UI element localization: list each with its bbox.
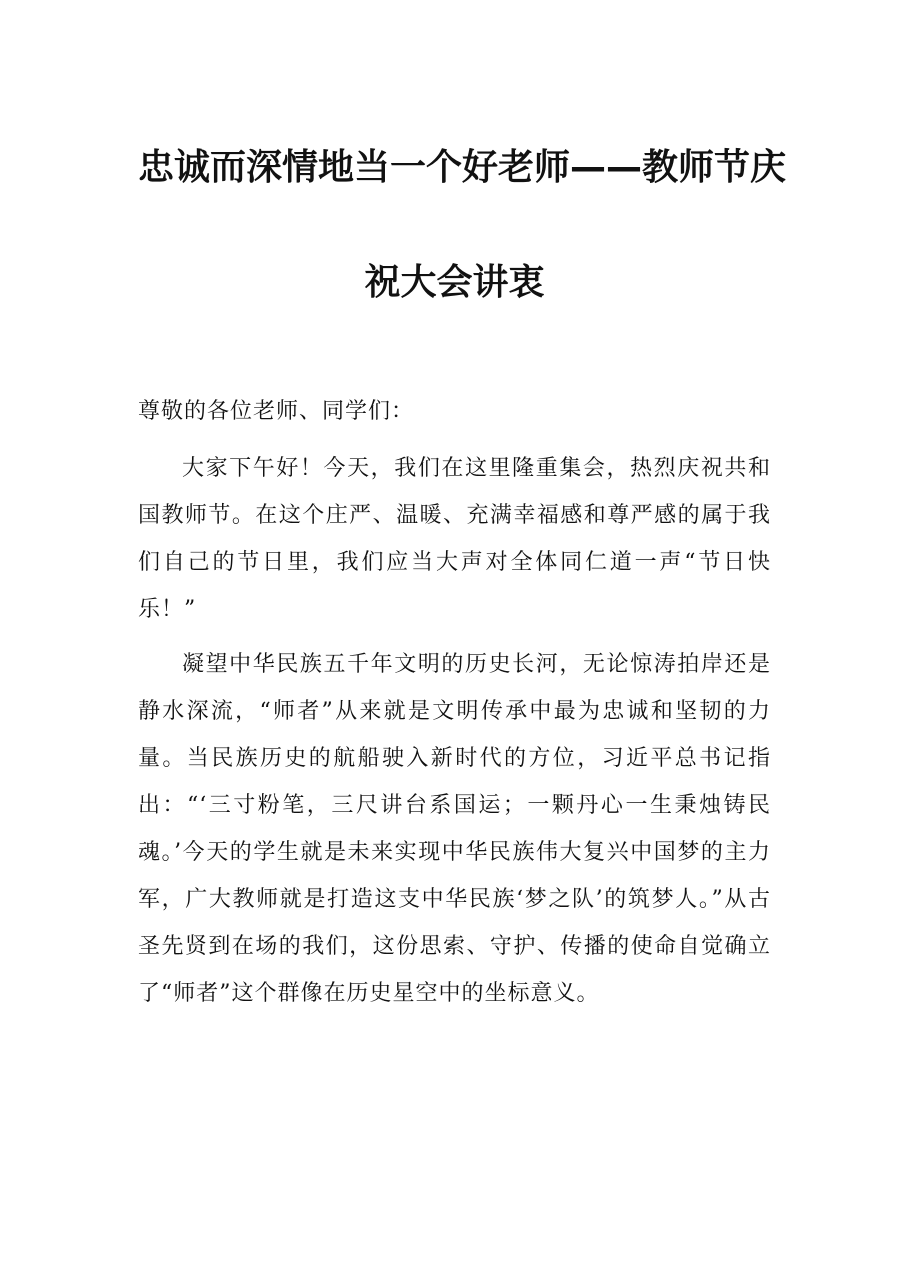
paragraph-greeting: 大家下午好！今天，我们在这里隆重集会，热烈庆祝共和国教师节。在这个庄严、温暖、充满幸福感和尊严感的属于我们自己的节日里，我们应当大声对全体同仁道一声“节日快乐！” (138, 456, 771, 622)
document-title-line-1: 忠诚而深情地当一个好老师——教师节庆 (138, 147, 787, 188)
document-title-line-2: 祝大会讲衷 (364, 262, 545, 303)
salutation: 尊敬的各位老师、同学们： (138, 399, 415, 424)
paragraph-history: 凝望中华民族五千年文明的历史长河，无论惊涛拍岸还是静水深流，“师者”从来就是文明传承中最为忠诚和坚韧的力量。当民族历史的航船驶入新时代的方位，习近平总书记指出：“‘三寸粉笔，三尺讲台系国运；一颗丹心一生秉烛铸民魂。’今天的学生就是未来实现中华民族伟大复兴中国梦的主力军，广大教师就是打造这支中华民族‘梦之队’的筑梦人。”从古圣先贤到在场的我们，这份思索、守护、传播的使命自觉确立了“师者”这个群像在历史星空中的坐标意义。 (138, 652, 771, 1006)
